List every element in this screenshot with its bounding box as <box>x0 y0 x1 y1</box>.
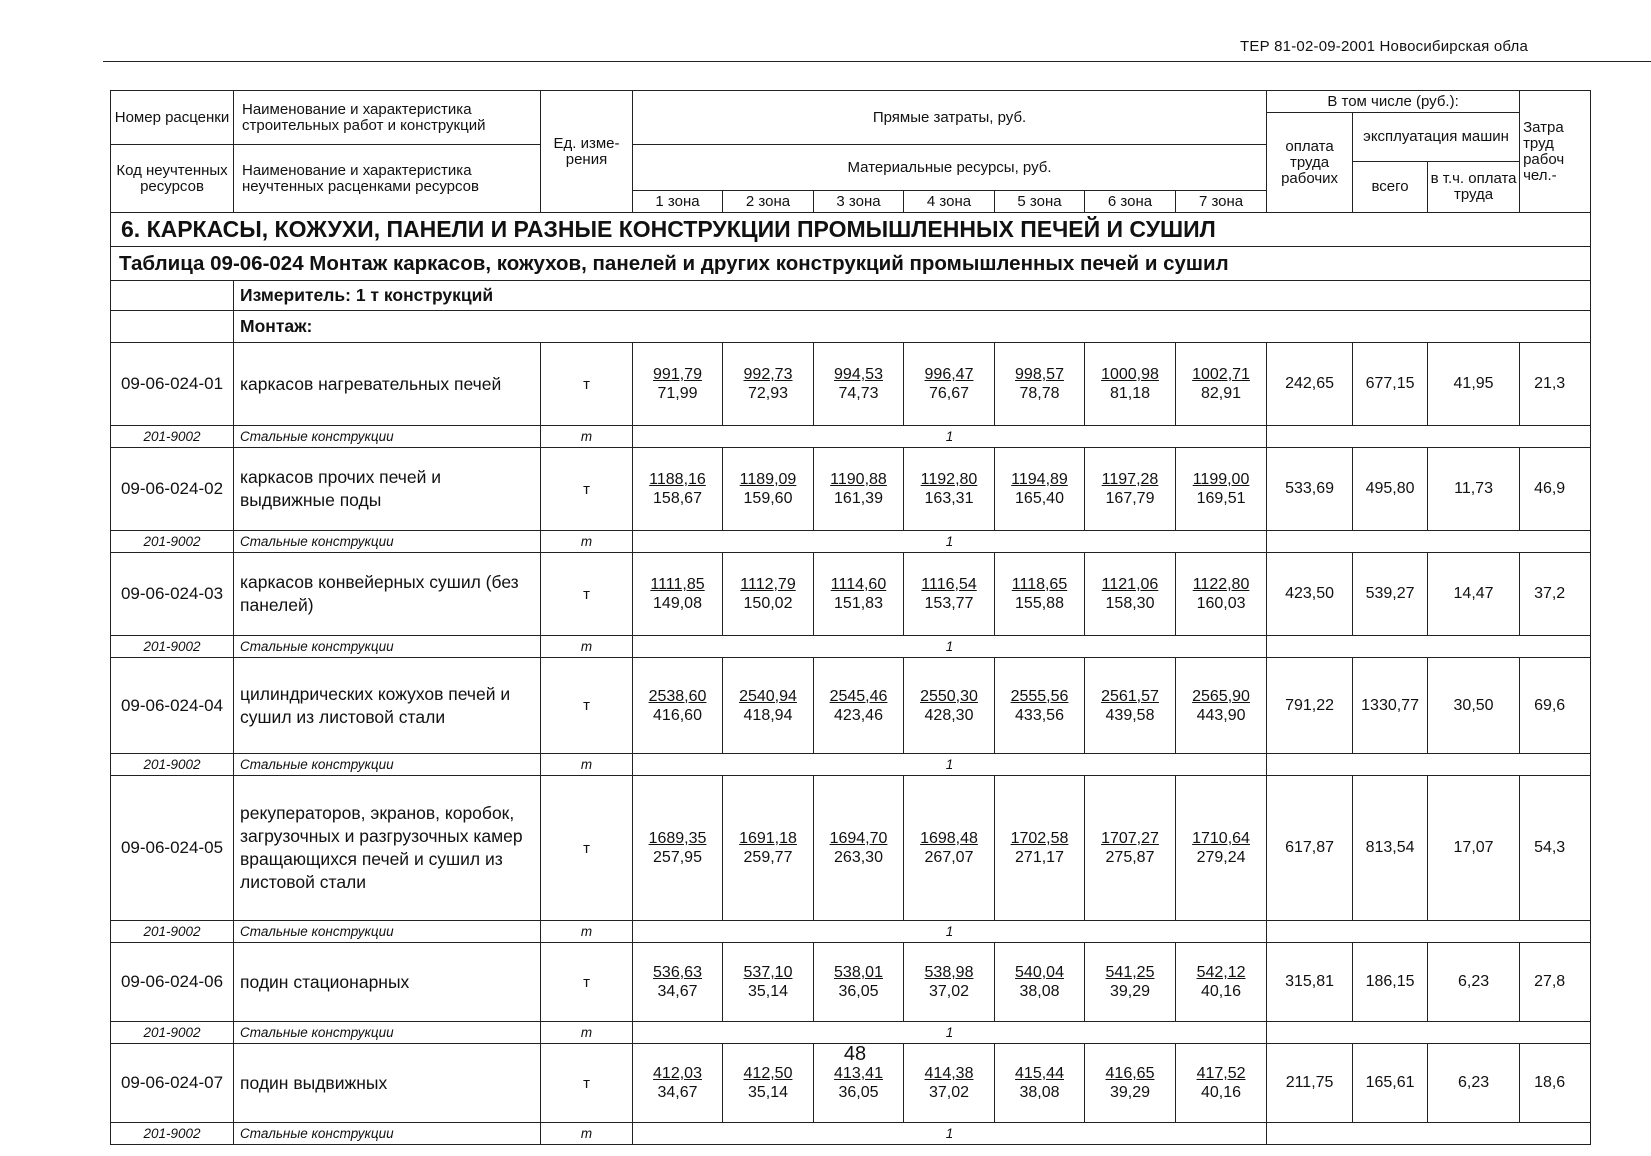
unit-cell: т <box>541 776 633 921</box>
unit-cell: т <box>541 943 633 1022</box>
table-row <box>111 658 1591 754</box>
direct-cost: 1691,18 <box>739 830 797 847</box>
zone-cost-cell <box>723 1044 814 1123</box>
material-cost: 158,67 <box>653 490 702 507</box>
material-cost: 76,67 <box>928 385 970 402</box>
resource-row <box>111 426 1591 448</box>
zone-cost-cell <box>633 343 723 426</box>
material-cost: 159,60 <box>743 490 793 507</box>
direct-cost: 414,38 <box>924 1065 974 1082</box>
resource-row <box>111 636 1591 658</box>
resource-name: Стальные конструкции <box>234 531 541 553</box>
resource-quantity: 1 <box>633 754 1267 776</box>
zone-cost-cell <box>633 658 723 754</box>
zone-cost-cell <box>633 776 723 921</box>
material-cost: 37,02 <box>928 1084 970 1101</box>
resource-code: 201-9002 <box>111 531 234 553</box>
resource-unit: т <box>541 1022 633 1044</box>
rates-table-container <box>110 90 1651 1141</box>
direct-cost: 415,44 <box>1015 1065 1064 1082</box>
material-cost: 37,02 <box>928 983 970 1000</box>
rate-code: 09-06-024-07 <box>111 1044 234 1123</box>
resource-unit: т <box>541 921 633 943</box>
material-cost: 259,77 <box>743 849 793 866</box>
header-labor-pay: оплата труда рабочих <box>1267 113 1353 213</box>
material-cost: 78,78 <box>1019 385 1060 402</box>
machines-total: 677,15 <box>1353 343 1428 426</box>
zone-cost-cell <box>723 658 814 754</box>
material-cost: 74,73 <box>838 385 879 402</box>
zone-cost-cell <box>814 553 904 636</box>
resource-name: Стальные конструкции <box>234 636 541 658</box>
material-cost: 257,95 <box>653 849 702 866</box>
resource-row <box>111 531 1591 553</box>
unit-cell: т <box>541 553 633 636</box>
resource-unit: т <box>541 636 633 658</box>
direct-cost: 1698,48 <box>920 830 978 847</box>
direct-cost: 1116,54 <box>921 576 977 593</box>
material-cost: 439,58 <box>1105 706 1155 724</box>
mounting-label: Монтаж: <box>234 311 1591 343</box>
zone-cost-cell <box>904 343 995 426</box>
resource-quantity: 1 <box>633 1022 1267 1044</box>
material-cost: 36,05 <box>838 983 879 1000</box>
resource-row <box>111 1123 1591 1145</box>
zone-cost-cell <box>1176 343 1267 426</box>
machines-total: 165,61 <box>1353 1044 1428 1123</box>
direct-cost: 540,04 <box>1015 964 1064 981</box>
zone-cost-cell <box>995 448 1085 531</box>
material-cost: 150,02 <box>743 595 793 612</box>
header-zone: 2 зона <box>723 191 814 213</box>
direct-cost: 2555,56 <box>1010 687 1069 705</box>
zone-cost-cell <box>1085 1044 1176 1123</box>
zone-cost-cell <box>633 943 723 1022</box>
machines-total: 495,80 <box>1353 448 1428 531</box>
resource-name: Стальные конструкции <box>234 754 541 776</box>
work-name: каркасов конвейерных сушил (без панелей) <box>234 553 541 636</box>
header-direct-costs: Прямые затраты, руб. <box>633 91 1267 145</box>
direct-cost: 537,10 <box>743 964 793 981</box>
material-cost: 165,40 <box>1015 490 1064 507</box>
zone-cost-cell <box>995 776 1085 921</box>
material-cost: 155,88 <box>1015 595 1064 612</box>
direct-cost: 416,65 <box>1105 1065 1155 1082</box>
zone-cost-cell <box>904 943 995 1022</box>
material-cost: 35,14 <box>747 1084 789 1101</box>
material-cost: 72,93 <box>747 385 789 402</box>
zone-cost-cell <box>723 553 814 636</box>
header-materials: Материальные ресурсы, руб. <box>633 145 1267 191</box>
zone-cost-cell <box>1085 553 1176 636</box>
unit-cell: т <box>541 343 633 426</box>
labor-pay: 533,69 <box>1267 448 1353 531</box>
direct-cost: 1689,35 <box>648 830 707 847</box>
zone-cost-cell <box>1176 658 1267 754</box>
resource-code: 201-9002 <box>111 1022 234 1044</box>
empty-cell <box>111 311 234 343</box>
resource-unit: т <box>541 754 633 776</box>
direct-cost: 1118,65 <box>1011 576 1068 593</box>
header-work-name: Наименование и характеристика строительных работ и конструкций <box>234 91 541 145</box>
work-name: рекуператоров, экранов, коробок, загрузочных и разгрузочных камер вращающихся печей и сушил из листовой стали <box>234 776 541 921</box>
direct-cost: 417,52 <box>1196 1065 1246 1082</box>
direct-cost: 1002,71 <box>1192 366 1250 383</box>
direct-cost: 2540,94 <box>739 687 797 705</box>
zone-cost-cell <box>904 776 995 921</box>
material-cost: 81,18 <box>1109 385 1151 402</box>
material-cost: 263,30 <box>834 849 883 866</box>
direct-cost: 1707,27 <box>1101 830 1159 847</box>
zone-cost-cell <box>723 943 814 1022</box>
unit-cell: т <box>541 658 633 754</box>
machines-labor: 30,50 <box>1428 658 1520 754</box>
header-rule <box>103 61 1651 62</box>
direct-cost: 1710,64 <box>1192 830 1250 847</box>
direct-cost: 991,79 <box>653 366 702 383</box>
zone-cost-cell <box>995 943 1085 1022</box>
direct-cost: 538,98 <box>924 964 974 981</box>
material-cost: 160,03 <box>1196 595 1246 612</box>
empty-cell <box>1267 921 1591 943</box>
direct-cost: 2561,57 <box>1101 687 1159 705</box>
material-cost: 38,08 <box>1019 983 1060 1000</box>
machines-labor: 6,23 <box>1428 943 1520 1022</box>
labor-pay: 617,87 <box>1267 776 1353 921</box>
material-cost: 153,77 <box>924 595 974 612</box>
direct-cost: 1194,89 <box>1011 471 1068 488</box>
zone-cost-cell <box>1176 1044 1267 1123</box>
material-cost: 38,08 <box>1019 1084 1060 1101</box>
machines-labor: 41,95 <box>1428 343 1520 426</box>
machines-labor: 6,23 <box>1428 1044 1520 1123</box>
zone-cost-cell <box>1176 943 1267 1022</box>
material-cost: 423,46 <box>834 706 883 724</box>
zone-cost-cell <box>1085 448 1176 531</box>
resource-quantity: 1 <box>633 531 1267 553</box>
material-cost: 40,16 <box>1201 983 1242 1000</box>
resource-name: Стальные конструкции <box>234 1123 541 1145</box>
direct-cost: 1121,06 <box>1101 576 1159 593</box>
resource-quantity: 1 <box>633 426 1267 448</box>
resource-quantity: 1 <box>633 921 1267 943</box>
material-cost: 275,87 <box>1105 849 1155 866</box>
resource-code: 201-9002 <box>111 426 234 448</box>
rates-table <box>110 90 1591 1145</box>
material-cost: 40,16 <box>1201 1084 1242 1101</box>
direct-cost: 412,03 <box>653 1065 702 1082</box>
resource-unit: т <box>541 531 633 553</box>
labor-pay: 315,81 <box>1267 943 1353 1022</box>
labor-cost: 37,2 <box>1520 553 1591 636</box>
labor-pay: 211,75 <box>1267 1044 1353 1123</box>
header-machines: эксплуатация машин <box>1353 113 1520 162</box>
zone-cost-cell <box>904 658 995 754</box>
zone-cost-cell <box>1085 776 1176 921</box>
header-zone: 1 зона <box>633 191 723 213</box>
material-cost: 167,79 <box>1105 490 1155 507</box>
material-cost: 151,83 <box>834 595 883 612</box>
header-zone: 4 зона <box>904 191 995 213</box>
resource-code: 201-9002 <box>111 636 234 658</box>
header-zone: 7 зона <box>1176 191 1267 213</box>
empty-cell <box>1267 754 1591 776</box>
empty-cell <box>1267 426 1591 448</box>
labor-cost: 21,3 <box>1520 343 1591 426</box>
direct-cost: 2545,46 <box>829 687 888 705</box>
zone-cost-cell <box>1176 553 1267 636</box>
table-row <box>111 776 1591 921</box>
header-including: В том числе (руб.): <box>1267 91 1520 113</box>
resource-quantity: 1 <box>633 636 1267 658</box>
zone-cost-cell <box>995 343 1085 426</box>
machines-labor: 14,47 <box>1428 553 1520 636</box>
zone-cost-cell <box>723 448 814 531</box>
direct-cost: 412,50 <box>743 1065 793 1082</box>
empty-cell <box>1267 531 1591 553</box>
header-unaccounted-name: Наименование и характеристика неучтенных расценками ресурсов <box>234 145 541 213</box>
rate-code: 09-06-024-05 <box>111 776 234 921</box>
table-row <box>111 343 1591 426</box>
unit-cell: т <box>541 1044 633 1123</box>
zone-cost-cell <box>1085 658 1176 754</box>
resource-name: Стальные конструкции <box>234 921 541 943</box>
material-cost: 34,67 <box>657 983 698 1000</box>
table-row <box>111 448 1591 531</box>
material-cost: 35,14 <box>747 983 789 1000</box>
labor-cost: 18,6 <box>1520 1044 1591 1123</box>
labor-pay: 423,50 <box>1267 553 1353 636</box>
material-cost: 433,56 <box>1015 706 1064 724</box>
direct-cost: 994,53 <box>834 366 883 383</box>
direct-cost: 1192,80 <box>920 471 978 488</box>
direct-cost: 1000,98 <box>1101 366 1159 383</box>
direct-cost: 2550,30 <box>920 687 978 705</box>
material-cost: 158,30 <box>1105 595 1155 612</box>
material-cost: 279,24 <box>1196 849 1246 866</box>
machines-total: 186,15 <box>1353 943 1428 1022</box>
machines-total: 539,27 <box>1353 553 1428 636</box>
machines-labor: 11,73 <box>1428 448 1520 531</box>
zone-cost-cell <box>904 553 995 636</box>
table-row <box>111 943 1591 1022</box>
resource-quantity: 1 <box>633 1123 1267 1145</box>
table-row <box>111 553 1591 636</box>
header-unaccounted-code: Код неучтенных ресурсов <box>111 145 234 213</box>
labor-pay: 242,65 <box>1267 343 1353 426</box>
resource-name: Стальные конструкции <box>234 426 541 448</box>
resource-unit: т <box>541 1123 633 1145</box>
zone-cost-cell <box>633 553 723 636</box>
material-cost: 169,51 <box>1196 490 1246 507</box>
direct-cost: 1189,09 <box>739 471 797 488</box>
zone-cost-cell <box>814 448 904 531</box>
direct-cost: 2538,60 <box>648 687 707 705</box>
empty-cell <box>1267 636 1591 658</box>
direct-cost: 998,57 <box>1015 366 1064 383</box>
rate-code: 09-06-024-01 <box>111 343 234 426</box>
header-machines-total: всего <box>1353 162 1428 213</box>
header-unit: Ед. изме-рения <box>541 91 633 213</box>
material-cost: 39,29 <box>1109 1084 1151 1101</box>
header-labor-cost: Затра труд рабоч чел.- <box>1520 91 1591 213</box>
header-rate-number: Номер расценки <box>111 91 234 145</box>
material-cost: 267,07 <box>924 849 974 866</box>
direct-cost: 1197,28 <box>1101 471 1159 488</box>
rate-code: 09-06-024-03 <box>111 553 234 636</box>
direct-cost: 542,12 <box>1196 964 1246 981</box>
machines-labor: 17,07 <box>1428 776 1520 921</box>
work-name: подин выдвижных <box>234 1044 541 1123</box>
page-number: 48 <box>843 1043 867 1065</box>
header-zone: 3 зона <box>814 191 904 213</box>
zone-cost-cell <box>904 448 995 531</box>
zone-cost-cell <box>1176 776 1267 921</box>
direct-cost: 1111,85 <box>650 576 705 593</box>
resource-code: 201-9002 <box>111 1123 234 1145</box>
direct-cost: 992,73 <box>743 366 793 383</box>
zone-cost-cell <box>995 553 1085 636</box>
table-title: Таблица 09-06-024 Монтаж каркасов, кожухов, панелей и других конструкций промышленных печей и сушил <box>111 247 1591 281</box>
zone-cost-cell <box>814 776 904 921</box>
material-cost: 71,99 <box>657 385 698 402</box>
material-cost: 39,29 <box>1109 983 1151 1000</box>
direct-cost: 1199,00 <box>1192 471 1250 488</box>
material-cost: 428,30 <box>924 706 974 724</box>
resource-row <box>111 1022 1591 1044</box>
work-name: каркасов нагревательных печей <box>234 343 541 426</box>
unit-cell: т <box>541 448 633 531</box>
direct-cost: 1190,88 <box>830 471 887 488</box>
section-title: 6. КАРКАСЫ, КОЖУХИ, ПАНЕЛИ И РАЗНЫЕ КОНСТРУКЦИИ ПРОМЫШЛЕННЫХ ПЕЧЕЙ И СУШИЛ <box>111 213 1591 247</box>
zone-cost-cell <box>633 448 723 531</box>
header-machines-labor: в т.ч. оплата труда <box>1428 162 1520 213</box>
resource-code: 201-9002 <box>111 921 234 943</box>
zone-cost-cell <box>814 658 904 754</box>
direct-cost: 1694,70 <box>829 830 888 847</box>
empty-cell <box>111 281 234 311</box>
header-zone: 5 зона <box>995 191 1085 213</box>
zone-cost-cell <box>1085 943 1176 1022</box>
rate-code: 09-06-024-02 <box>111 448 234 531</box>
direct-cost: 1188,16 <box>649 471 706 488</box>
rate-code: 09-06-024-04 <box>111 658 234 754</box>
zone-cost-cell <box>723 343 814 426</box>
material-cost: 271,17 <box>1015 849 1064 866</box>
labor-cost: 46,9 <box>1520 448 1591 531</box>
direct-cost: 996,47 <box>924 366 974 383</box>
direct-cost: 1702,58 <box>1010 830 1069 847</box>
direct-cost: 536,63 <box>653 964 702 981</box>
zone-cost-cell <box>1085 343 1176 426</box>
header-zone: 6 зона <box>1085 191 1176 213</box>
labor-pay: 791,22 <box>1267 658 1353 754</box>
material-cost: 163,31 <box>924 490 974 507</box>
empty-cell <box>1267 1022 1591 1044</box>
direct-cost: 413,41 <box>834 1065 883 1082</box>
zone-cost-cell <box>814 343 904 426</box>
resource-unit: т <box>541 426 633 448</box>
direct-cost: 538,01 <box>834 964 883 981</box>
measurer: Измеритель: 1 т конструкций <box>234 281 1591 311</box>
material-cost: 443,90 <box>1196 706 1246 724</box>
work-name: цилиндрических кожухов печей и сушил из листовой стали <box>234 658 541 754</box>
zone-cost-cell <box>995 658 1085 754</box>
material-cost: 82,91 <box>1201 385 1242 402</box>
direct-cost: 2565,90 <box>1192 687 1250 705</box>
direct-cost: 1112,79 <box>740 576 796 593</box>
direct-cost: 1122,80 <box>1192 576 1250 593</box>
work-name: каркасов прочих печей и выдвижные поды <box>234 448 541 531</box>
material-cost: 34,67 <box>657 1084 698 1101</box>
zone-cost-cell <box>633 1044 723 1123</box>
direct-cost: 541,25 <box>1105 964 1155 981</box>
machines-total: 813,54 <box>1353 776 1428 921</box>
resource-name: Стальные конструкции <box>234 1022 541 1044</box>
resource-code: 201-9002 <box>111 754 234 776</box>
labor-cost: 69,6 <box>1520 658 1591 754</box>
empty-cell <box>1267 1123 1591 1145</box>
work-name: подин стационарных <box>234 943 541 1022</box>
zone-cost-cell <box>723 776 814 921</box>
material-cost: 161,39 <box>834 490 883 507</box>
material-cost: 36,05 <box>838 1084 879 1101</box>
material-cost: 416,60 <box>653 706 702 724</box>
resource-row <box>111 921 1591 943</box>
zone-cost-cell <box>904 1044 995 1123</box>
rate-code: 09-06-024-06 <box>111 943 234 1022</box>
page-header: ТЕР 81-02-09-2001 Новосибирская обла <box>1240 38 1529 55</box>
material-cost: 418,94 <box>743 706 793 724</box>
labor-cost: 27,8 <box>1520 943 1591 1022</box>
labor-cost: 54,3 <box>1520 776 1591 921</box>
zone-cost-cell <box>1176 448 1267 531</box>
resource-row <box>111 754 1591 776</box>
machines-total: 1330,77 <box>1353 658 1428 754</box>
zone-cost-cell <box>995 1044 1085 1123</box>
direct-cost: 1114,60 <box>830 576 887 593</box>
zone-cost-cell <box>814 943 904 1022</box>
material-cost: 149,08 <box>653 595 702 612</box>
